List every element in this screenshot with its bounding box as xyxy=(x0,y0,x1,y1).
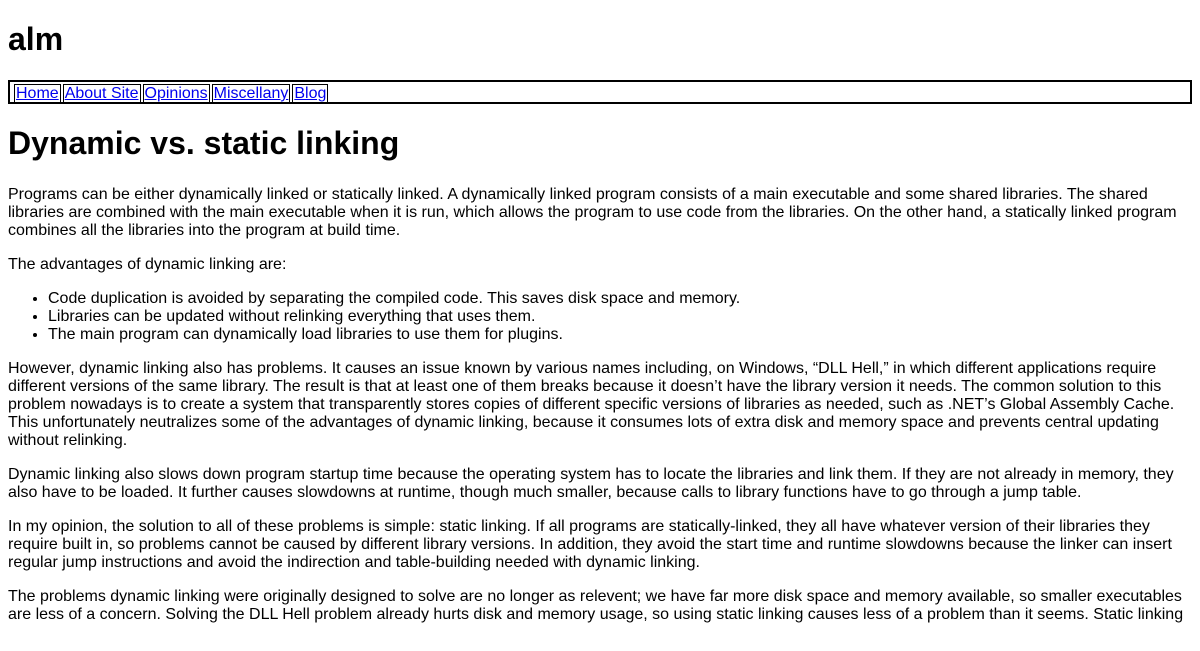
nav-link-miscellany[interactable]: Miscellany xyxy=(213,85,289,102)
paragraph-relevance: The problems dynamic linking were originally designed to solve are no longer as relevent; we have far more disk space and memory available, so smaller executables are less of a concern. Solving the DLL Hell problem already hurts disk and memory usage, so using static linking causes less of a problem than it seems. Static linking xyxy=(8,588,1184,623)
paragraph-advantages-intro: The advantages of dynamic linking are: xyxy=(8,256,287,273)
nav-link-home[interactable]: Home xyxy=(16,85,59,102)
nav-cell-miscellany xyxy=(212,84,291,104)
advantages-list xyxy=(8,290,1192,344)
nav-cell-opinions xyxy=(143,84,210,104)
nav-cell-home xyxy=(14,84,61,104)
nav-cell-blog xyxy=(292,84,328,104)
nav-cell-about-site xyxy=(63,84,141,104)
nav-table xyxy=(12,82,330,106)
site-title: alm xyxy=(8,21,64,57)
paragraph-intro: Programs can be either dynamically linked or statically linked. A dynamically linked program consists of a main executable and some shared libraries. The shared libraries are combined with the main executable when it is run, which allows the program to use code from the libraries. On the other hand, a statically linked program combines all the libraries into the program at build time. xyxy=(8,186,1177,239)
list-item: • Code duplication is avoided by separating the compiled code. This saves disk space and memory. xyxy=(48,290,1192,308)
list-item: • Libraries can be updated without relinking everything that uses them. xyxy=(48,308,1192,326)
page xyxy=(0,21,1200,624)
paragraph-opinion: In my opinion, the solution to all of these problems is simple: static linking. If all programs are statically-linked, they all have whatever version of their libraries they require built in, so problems cannot be caused by different library versions. In addition, they avoid the start time and runtime slowdowns because the linker can insert regular jump instructions and avoid the indirection and table-building needed with dynamic linking. xyxy=(8,518,1172,571)
paragraph-startup: Dynamic linking also slows down program startup time because the operating system has to locate the libraries and link them. If they are not already in memory, they also have to be loaded. It further causes slowdowns at runtime, though much smaller, because calls to library functions have to go through a jump table. xyxy=(8,466,1174,501)
nav-link-blog[interactable]: Blog xyxy=(294,85,327,102)
list-item: • The main program can dynamically load libraries to use them for plugins. xyxy=(48,326,1192,344)
paragraph-dll-hell: However, dynamic linking also has problems. It causes an issue known by various names including, on Windows, “DLL Hell,” in which different applications require different versions of the same library. The result is that at least one of them breaks because it doesn’t have the library version it needs. The common solution to this problem nowadays is to create a system that transparently stores copies of different specific versions of libraries as needed, such as .NET’s Global Assembly Cache. This unfortunately neutralizes some of the advantages of dynamic linking, because it consumes lots of extra disk and memory space and prevents central updating without relinking. xyxy=(8,360,1175,449)
article-title: Dynamic vs. static linking xyxy=(8,125,400,161)
nav-link-about-site[interactable]: About Site xyxy=(64,85,139,102)
site-nav xyxy=(8,80,1192,104)
nav-link-opinions[interactable]: Opinions xyxy=(144,85,208,102)
